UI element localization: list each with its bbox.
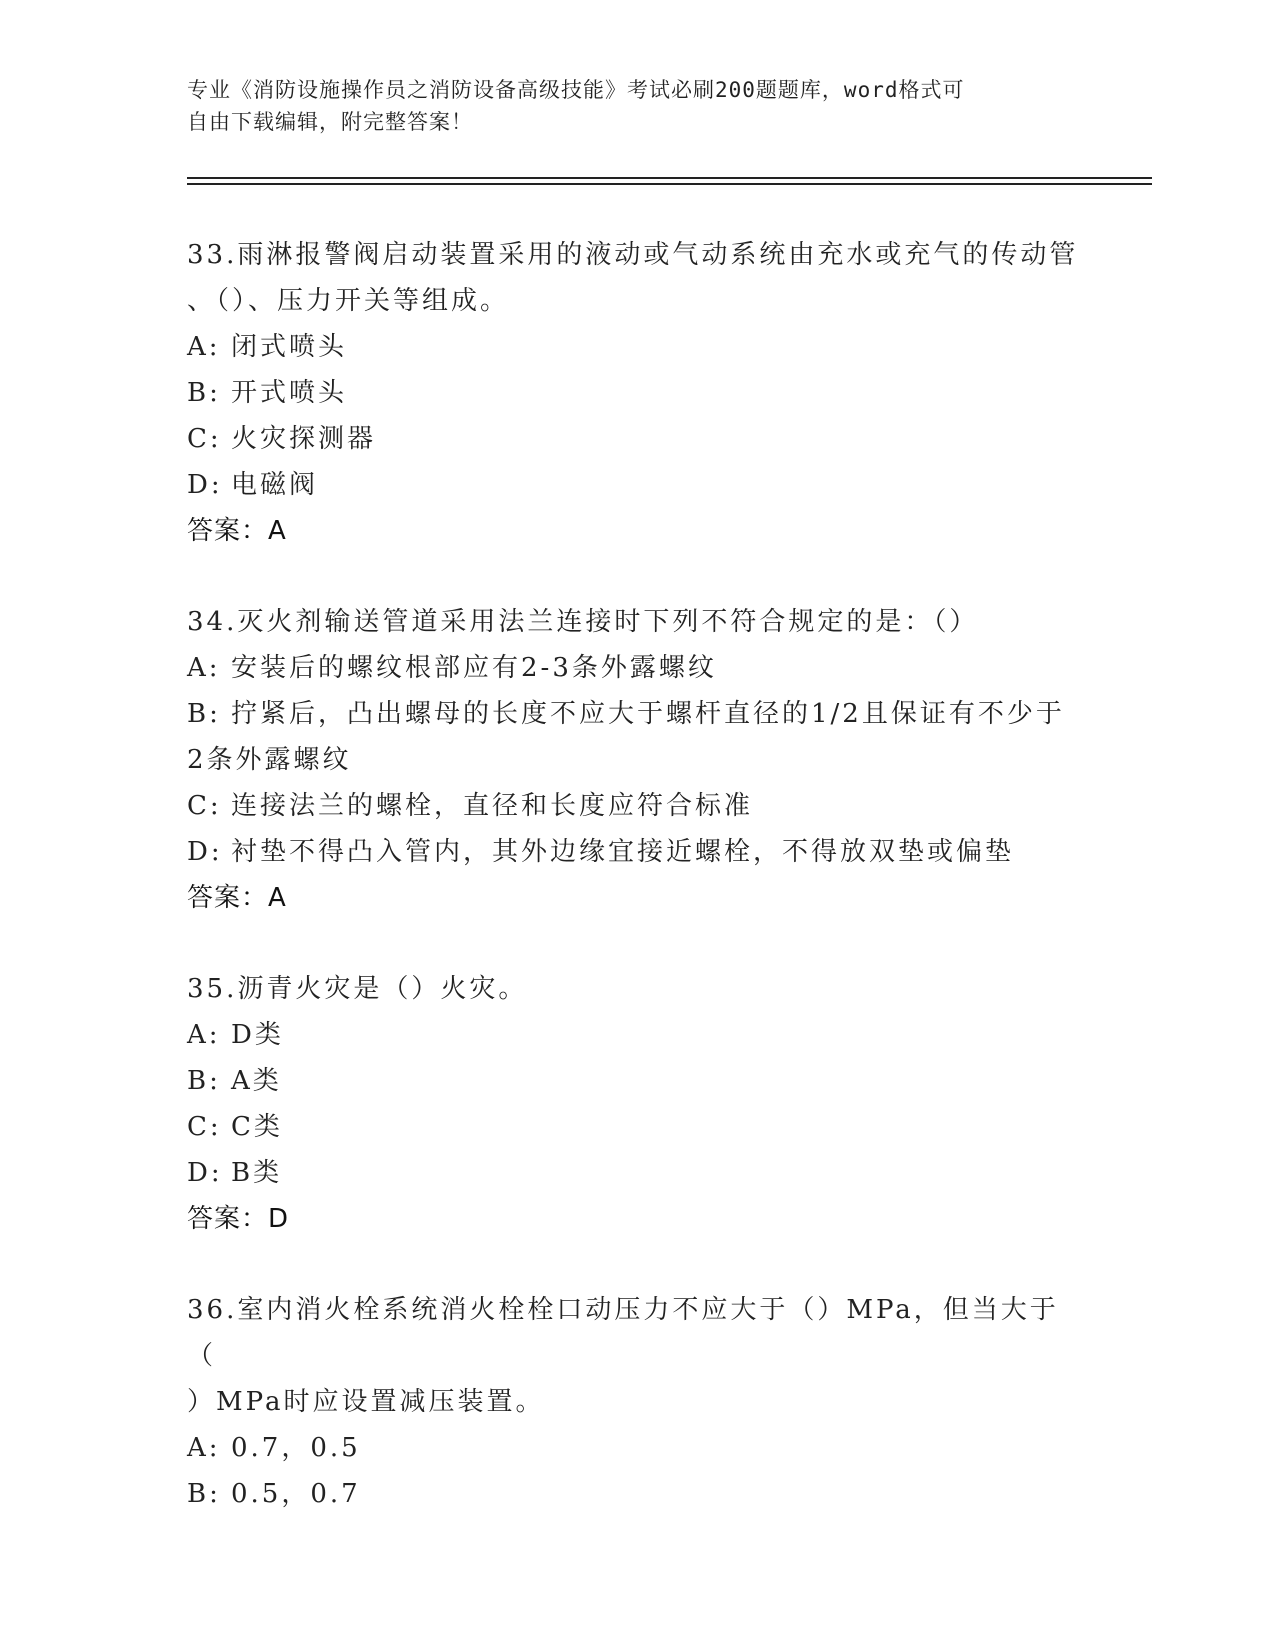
question-stem-line: 33.雨淋报警阀启动装置采用的液动或气动系统由充水或充气的传动管 [187, 240, 1079, 270]
question-34 [187, 599, 1087, 921]
question-33 [187, 232, 1087, 554]
option-text: 火灾探测器 [231, 424, 377, 454]
header-line-1: 专业《消防设施操作员之消防设备高级技能》考试必刷200题题库，word格式可 [187, 78, 965, 102]
option-label: B: [187, 1066, 221, 1096]
question-list [187, 232, 1087, 1517]
option-b-continuation [187, 737, 1087, 783]
option-label: A: [187, 653, 221, 683]
option-b [187, 1058, 1087, 1104]
question-stem-line: 34.灭火剂输送管道采用法兰连接时下列不符合规定的是：（） [187, 607, 979, 637]
header-divider-bottom [187, 183, 1152, 185]
option-label: C: [187, 1112, 222, 1142]
answer-line: 答案：A [187, 516, 287, 546]
option-text: 连接法兰的螺栓，直径和长度应符合标准 [231, 791, 754, 821]
option-label: A: [187, 332, 221, 362]
option-label: B: [187, 378, 221, 408]
header-divider-top [187, 177, 1152, 179]
option-d [187, 462, 1087, 508]
answer-line: 答案：D [187, 1204, 290, 1234]
option-b [187, 370, 1087, 416]
question-36 [187, 1287, 1087, 1517]
question-stem-line: 36.室内消火栓系统消火栓栓口动压力不应大于（）MPa，但当大于（ [187, 1295, 1059, 1371]
option-text: 2条外露螺纹 [187, 745, 352, 775]
option-label: D: [187, 470, 223, 500]
option-b [187, 1471, 1087, 1517]
option-a [187, 645, 1087, 691]
option-label: D: [187, 1158, 223, 1188]
header-line-2: 自由下载编辑，附完整答案！ [187, 110, 473, 134]
option-label: B: [187, 1479, 221, 1509]
document-header [187, 74, 1067, 138]
option-c [187, 783, 1087, 829]
question-stem-line: 、（）、压力开关等组成。 [187, 286, 510, 316]
question-stem-line: ）MPa时应设置减压装置。 [187, 1387, 545, 1417]
option-text: 安装后的螺纹根部应有2-3条外露螺纹 [231, 653, 717, 683]
option-label: C: [187, 424, 222, 454]
option-text: D类 [231, 1020, 284, 1050]
option-text: C类 [231, 1112, 283, 1142]
option-label: D: [187, 837, 223, 867]
question-stem-line: 35.沥青火灾是（）火灾。 [187, 974, 528, 1004]
option-b [187, 691, 1087, 737]
option-text: A类 [231, 1066, 282, 1096]
option-label: A: [187, 1433, 221, 1463]
option-text: 电磁阀 [231, 470, 319, 500]
option-label: B: [187, 699, 221, 729]
option-text: 开式喷头 [231, 378, 348, 408]
option-text: 衬垫不得凸入管内，其外边缘宜接近螺栓，不得放双垫或偏垫 [231, 837, 1015, 867]
option-label: C: [187, 791, 222, 821]
answer-line: 答案：A [187, 883, 287, 913]
option-text: 0.5，0.7 [231, 1479, 361, 1509]
option-d [187, 829, 1087, 875]
option-text: 0.7，0.5 [231, 1433, 361, 1463]
option-a [187, 1012, 1087, 1058]
option-a [187, 324, 1087, 370]
option-a [187, 1425, 1087, 1471]
option-text: 拧紧后，凸出螺母的长度不应大于螺杆直径的1/2且保证有不少于 [231, 699, 1065, 729]
option-c [187, 1104, 1087, 1150]
option-text: B类 [231, 1158, 283, 1188]
option-d [187, 1150, 1087, 1196]
option-label: A: [187, 1020, 221, 1050]
question-35 [187, 966, 1087, 1242]
option-c [187, 416, 1087, 462]
option-text: 闭式喷头 [231, 332, 348, 362]
